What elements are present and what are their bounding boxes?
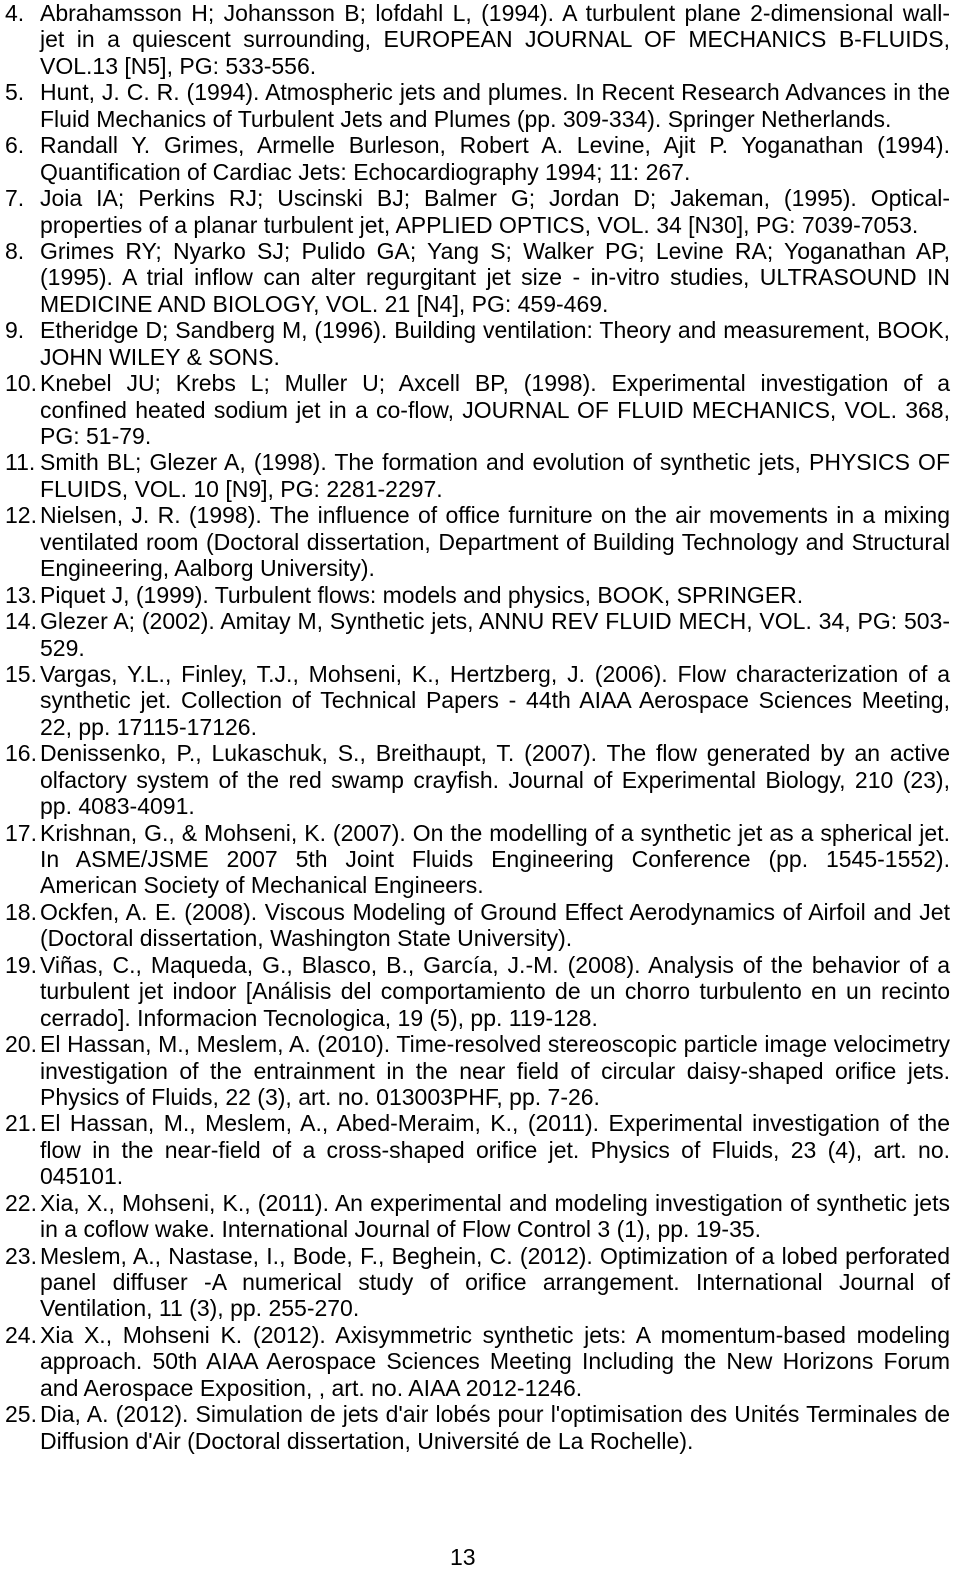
reference-line: investigation of the entrainment in the near field of circular daisy-shaped orifice jets. — [40, 1057, 950, 1084]
reference-number: 16. — [5, 740, 37, 767]
reference-item — [5, 1110, 950, 1189]
reference-number: 6. — [5, 132, 25, 159]
reference-text — [40, 132, 950, 185]
reference-line: American Society of Mechanical Engineers. — [40, 872, 484, 899]
reference-line: in a coflow wake. International Journal of Flow Control 3 (1), pp. 19-35. — [40, 1216, 762, 1243]
reference-line: Meslem, A., Nastase, I., Bode, F., Beghein, C. (2012). Optimization of a lobed perforated — [40, 1242, 950, 1269]
reference-line: approach. 50th AIAA Aerospace Sciences Meeting Including the New Horizons Forum — [40, 1348, 950, 1375]
reference-item — [5, 449, 950, 502]
reference-line: Diffusion d'Air (Doctoral dissertation, Université de La Rochelle). — [40, 1427, 694, 1454]
reference-line: Ventilation, 11 (3), pp. 255-270. — [40, 1295, 360, 1322]
reference-line: (Doctoral dissertation, Washington State University). — [40, 925, 573, 952]
reference-line: Xia, X., Mohseni, K., (2011). An experimental and modeling investigation of synthetic jets — [40, 1189, 950, 1216]
reference-text — [40, 952, 950, 1031]
reference-item — [5, 740, 950, 819]
reference-text — [40, 1031, 950, 1110]
reference-item — [5, 317, 950, 370]
reference-text — [40, 582, 950, 608]
reference-text — [40, 661, 950, 740]
reference-number: 7. — [5, 185, 25, 212]
reference-number: 17. — [5, 819, 37, 846]
reference-text — [40, 820, 950, 899]
reference-line: 045101. — [40, 1163, 124, 1190]
reference-item — [5, 661, 950, 740]
reference-line: Ockfen, A. E. (2008). Viscous Modeling of Ground Effect Aerodynamics of Airfoil and Jet — [40, 898, 950, 925]
reference-item — [5, 1322, 950, 1401]
reference-list — [5, 0, 950, 1454]
reference-text — [40, 899, 950, 952]
reference-number: 14. — [5, 608, 37, 635]
reference-line: Knebel JU; Krebs L; Muller U; Axcell BP, (1998). Experimental investigation of a — [40, 370, 950, 397]
reference-item — [5, 582, 950, 608]
reference-item — [5, 370, 950, 449]
reference-line: PG: 51-79. — [40, 423, 152, 449]
reference-line: Engineering, Aalborg University). — [40, 555, 375, 582]
reference-line: MEDICINE AND BIOLOGY, VOL. 21 [N4], PG: 459-469. — [40, 290, 609, 317]
reference-line: Quantification of Cardiac Jets: Echocardiography 1994; 11: 267. — [40, 158, 691, 185]
reference-line: flow in the near-field of a cross-shaped orifice jet. Physics of Fluids, 23 (4), art. no. — [40, 1136, 950, 1163]
reference-item — [5, 185, 950, 238]
reference-line: VOL.13 [N5], PG: 533-556. — [40, 52, 317, 79]
reference-text — [40, 740, 950, 819]
reference-text — [40, 1322, 950, 1401]
reference-item — [5, 79, 950, 132]
reference-line: 22, pp. 17115-17126. — [40, 713, 257, 740]
reference-number: 10. — [5, 370, 37, 397]
reference-line: confined heated sodium jet in a co-flow, JOURNAL OF FLUID MECHANICS, VOL. 368, — [40, 396, 950, 423]
reference-line: El Hassan, M., Meslem, A. (2010). Time-resolved stereoscopic particle image velocimetry — [40, 1031, 950, 1058]
reference-line: pp. 4083-4091. — [40, 793, 195, 820]
reference-text — [40, 238, 950, 317]
reference-text — [40, 502, 950, 581]
reference-line: Etheridge D; Sandberg M, (1996). Building ventilation: Theory and measurement, BOOK, — [40, 317, 950, 344]
reference-number: 8. — [5, 237, 25, 264]
reference-line: Abrahamsson H; Johansson B; lofdahl L, (1994). A turbulent plane 2-dimensional wall- — [40, 0, 950, 26]
reference-number: 20. — [5, 1031, 37, 1058]
reference-number: 21. — [5, 1110, 37, 1137]
reference-line: Vargas, Y.L., Finley, T.J., Mohseni, K., Hertzberg, J. (2006). Flow characterization of a — [40, 660, 950, 687]
reference-line: JOHN WILEY & SONS. — [40, 343, 280, 370]
reference-item — [5, 238, 950, 317]
reference-number: 5. — [5, 79, 25, 106]
reference-number: 12. — [5, 502, 37, 529]
reference-line: Dia, A. (2012). Simulation de jets d'air lobés pour l'optimisation des Unités Terminales de — [40, 1401, 950, 1428]
reference-text — [40, 185, 950, 238]
reference-line: ventilated room (Doctoral dissertation, Department of Building Technology and Structural — [40, 528, 950, 555]
reference-line: Viñas, C., Maqueda, G., Blasco, B., García, J.-M. (2008). Analysis of the behavior of a — [40, 951, 950, 978]
reference-item — [5, 608, 950, 661]
reference-line: jet in a quiescent surrounding, EUROPEAN JOURNAL OF MECHANICS B-FLUIDS, — [40, 26, 950, 53]
reference-item — [5, 1190, 950, 1243]
reference-item — [5, 132, 950, 185]
reference-line: Denissenko, P., Lukaschuk, S., Breithaupt, T. (2007). The flow generated by an active — [40, 740, 950, 767]
reference-text — [40, 1243, 950, 1322]
reference-text — [40, 370, 950, 449]
reference-line: FLUIDS, VOL. 10 [N9], PG: 2281-2297. — [40, 475, 443, 502]
reference-text — [40, 1401, 950, 1454]
reference-number: 19. — [5, 951, 37, 978]
reference-line: Joia IA; Perkins RJ; Uscinski BJ; Balmer G; Jordan D; Jakeman, (1995). Optical- — [40, 185, 950, 212]
reference-line: Smith BL; Glezer A, (1998). The formation and evolution of synthetic jets, PHYSICS OF — [40, 449, 950, 476]
reference-number: 11. — [5, 449, 36, 476]
reference-line: (1995). A trial inflow can alter regurgitant jet size - in-vitro studies, ULTRASOUND IN — [40, 264, 950, 291]
reference-text — [40, 317, 950, 370]
reference-number: 4. — [5, 0, 25, 26]
reference-item — [5, 502, 950, 581]
reference-item — [5, 952, 950, 1031]
reference-line: Hunt, J. C. R. (1994). Atmospheric jets and plumes. In Recent Research Advances in the — [40, 79, 950, 106]
reference-line: cerrado]. Informacion Tecnologica, 19 (5), pp. 119-128. — [40, 1004, 598, 1031]
reference-text — [40, 1110, 950, 1189]
reference-line: properties of a planar turbulent jet, APPLIED OPTICS, VOL. 34 [N30], PG: 7039-7053. — [40, 211, 919, 238]
reference-line: olfactory system of the red swamp crayfish. Journal of Experimental Biology, 210 (23), — [40, 766, 950, 793]
reference-number: 13. — [5, 581, 37, 608]
reference-line: Randall Y. Grimes, Armelle Burleson, Robert A. Levine, Ajit P. Yoganathan (1994). — [40, 132, 950, 159]
reference-item — [5, 1243, 950, 1322]
reference-line: Nielsen, J. R. (1998). The influence of office furniture on the air movements in a mixing — [40, 502, 950, 529]
reference-line: Physics of Fluids, 22 (3), art. no. 013003PHF, pp. 7-26. — [40, 1083, 600, 1110]
reference-line: Grimes RY; Nyarko SJ; Pulido GA; Yang S; Walker PG; Levine RA; Yoganathan AP, — [40, 237, 950, 264]
reference-number: 23. — [5, 1242, 37, 1269]
reference-number: 25. — [5, 1401, 37, 1428]
reference-text — [40, 608, 950, 661]
reference-item — [5, 820, 950, 899]
reference-text — [40, 1190, 950, 1243]
reference-number: 24. — [5, 1321, 37, 1348]
reference-number: 18. — [5, 898, 37, 925]
reference-line: 529. — [40, 634, 85, 661]
reference-line: and Aerospace Exposition, , art. no. AIAA 2012-1246. — [40, 1374, 583, 1401]
reference-line: In ASME/JSME 2007 5th Joint Fluids Engineering Conference (pp. 1545-1552). — [40, 846, 950, 872]
reference-line: Xia X., Mohseni K. (2012). Axisymmetric synthetic jets: A momentum-based modeling — [40, 1321, 950, 1348]
reference-number: 22. — [5, 1189, 37, 1216]
reference-item — [5, 899, 950, 952]
reference-text — [40, 0, 950, 79]
reference-line: Fluid Mechanics of Turbulent Jets and Plumes (pp. 309-334). Springer Netherlands. — [40, 105, 892, 132]
reference-line: synthetic jet. Collection of Technical Papers - 44th AIAA Aerospace Sciences Meeting, — [40, 687, 950, 714]
reference-item — [5, 1031, 950, 1110]
reference-text — [40, 79, 950, 132]
reference-text — [40, 449, 950, 502]
reference-line: El Hassan, M., Meslem, A., Abed-Meraim, K., (2011). Experimental investigation of the — [40, 1110, 950, 1137]
page-number: 13 — [450, 1544, 476, 1570]
reference-item — [5, 1401, 950, 1454]
reference-number: 15. — [5, 660, 37, 687]
reference-line: Piquet J, (1999). Turbulent flows: models and physics, BOOK, SPRINGER. — [40, 581, 804, 608]
reference-line: turbulent jet indoor [Análisis del comportamiento de un chorro turbulento en un recinto — [40, 978, 950, 1005]
reference-line: Glezer A; (2002). Amitay M, Synthetic jets, ANNU REV FLUID MECH, VOL. 34, PG: 503- — [40, 608, 950, 635]
reference-line: panel diffuser -A numerical study of orifice arrangement. International Journal of — [40, 1269, 950, 1295]
reference-number: 9. — [5, 317, 25, 344]
reference-line: Krishnan, G., & Mohseni, K. (2007). On the modelling of a synthetic jet as a spherical jet. — [40, 819, 950, 846]
reference-item — [5, 0, 950, 79]
